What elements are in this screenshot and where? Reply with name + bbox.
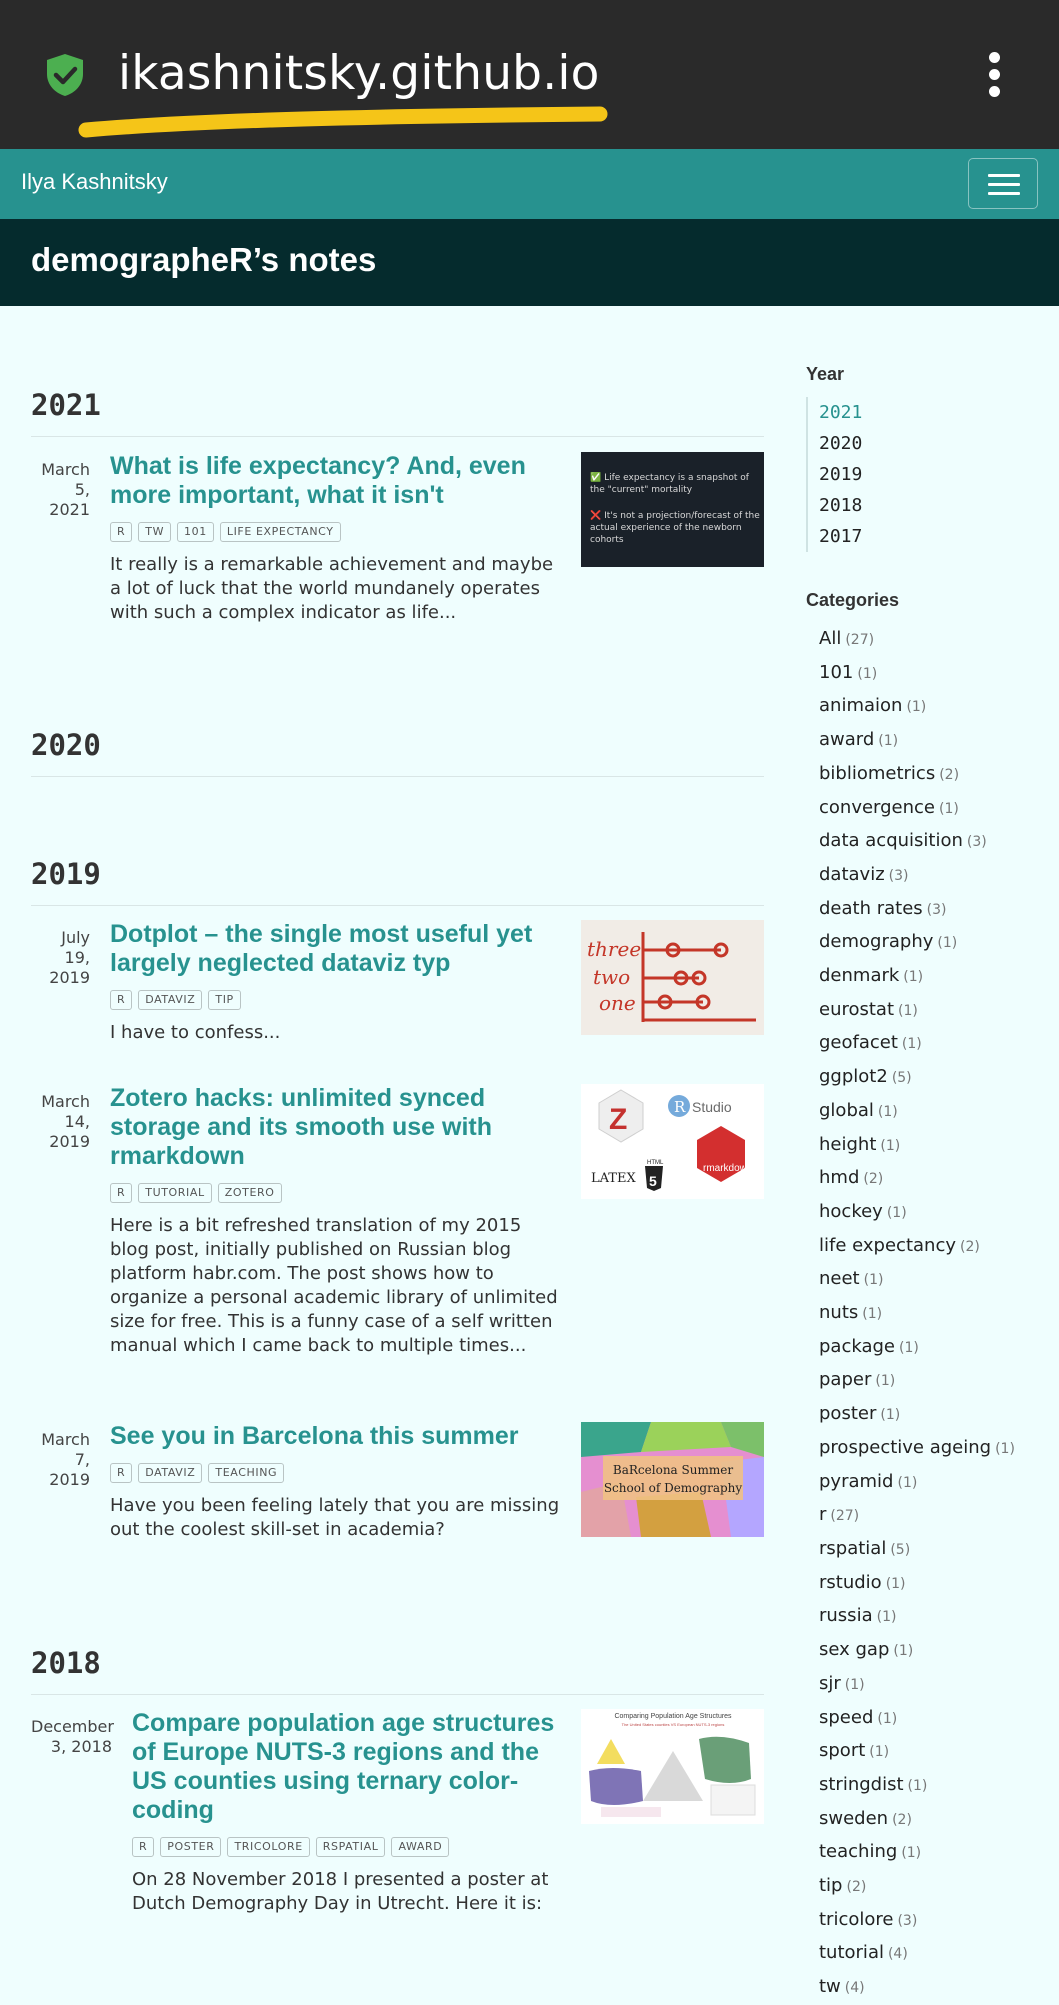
category-name: poster (819, 1403, 877, 1425)
category-count: (1) (857, 665, 878, 682)
category-name: death rates (819, 897, 923, 919)
year-filter-item[interactable]: 2021 (819, 402, 863, 423)
year-heading-2020: 2020 (31, 728, 764, 777)
categories-title: Categories (806, 590, 900, 610)
kebab-menu-icon[interactable] (986, 52, 1002, 98)
post-date: March 5, 2021 (41, 460, 90, 519)
post-tag[interactable]: DATAVIZ (138, 1463, 202, 1483)
post-tag[interactable]: ZOTERO (218, 1183, 282, 1203)
category-count: (1) (880, 1407, 901, 1424)
category-count: (1) (877, 1710, 898, 1727)
category-item[interactable] (819, 1937, 1056, 1971)
category-item[interactable] (819, 1364, 1056, 1398)
category-name: russia (819, 1605, 873, 1627)
category-name: package (819, 1335, 895, 1357)
post-tag[interactable]: TEACHING (208, 1463, 284, 1483)
category-name: eurostat (819, 998, 895, 1020)
year-heading-2021: 2021 (31, 388, 764, 437)
category-count: (1) (939, 800, 959, 817)
post-tag[interactable]: AWARD (391, 1837, 449, 1857)
svg-text:LATEX: LATEX (591, 1171, 636, 1186)
shield-check-icon (44, 52, 86, 98)
category-name: hockey (819, 1200, 883, 1222)
category-name: paper (819, 1369, 872, 1391)
year-filter-title: Year (806, 364, 845, 384)
category-item[interactable] (819, 623, 1056, 657)
category-item[interactable] (819, 1263, 1056, 1297)
category-item[interactable] (819, 1230, 1056, 1264)
category-item[interactable] (819, 758, 1056, 792)
category-count: (1) (886, 1204, 907, 1221)
post-title[interactable]: Dotplot – the single most useful yet largely neglected dataviz typ (110, 920, 533, 977)
category-item[interactable] (819, 960, 1056, 994)
category-count: (1) (901, 1845, 922, 1862)
category-item[interactable] (819, 724, 1056, 758)
dotplot-sketch (581, 920, 764, 1035)
post-tag[interactable]: R (110, 990, 132, 1010)
svg-text:Studio: Studio (692, 1099, 732, 1115)
category-count: (5) (890, 1541, 911, 1558)
category-count: (3) (966, 834, 987, 851)
site-navbar (0, 149, 1059, 219)
post-thumbnail[interactable] (581, 452, 764, 567)
post-tag[interactable]: LIFE EXPECTANCY (220, 522, 341, 542)
category-name: denmark (819, 965, 900, 987)
category-item[interactable] (819, 1095, 1056, 1129)
category-count: (1) (880, 1137, 901, 1154)
category-count: (1) (899, 1339, 919, 1356)
svg-text:three: three (587, 937, 642, 961)
category-item[interactable] (819, 1129, 1056, 1163)
svg-text:Z: Z (609, 1103, 628, 1136)
category-name: ggplot2 (819, 1066, 888, 1088)
category-count: (27) (845, 632, 875, 648)
category-count: (1) (907, 1777, 928, 1794)
category-name: life expectancy (819, 1234, 956, 1256)
category-count: (1) (885, 1575, 906, 1592)
category-item[interactable] (819, 1870, 1056, 1904)
category-name: neet (819, 1268, 860, 1290)
category-item[interactable] (819, 1331, 1056, 1365)
category-item[interactable] (819, 994, 1056, 1028)
category-count: (1) (893, 1643, 914, 1660)
post-title[interactable]: Compare population age structures of Europe NUTS-3 regions and the US counties using ternary color-coding (132, 1709, 555, 1824)
post-tag[interactable]: TIP (208, 990, 240, 1010)
category-name: 101 (819, 661, 854, 683)
category-count: (1) (937, 935, 958, 952)
category-item[interactable] (819, 1904, 1056, 1938)
category-name: sweden (819, 1807, 889, 1829)
post-date: March 7, 2019 (41, 1430, 90, 1489)
category-count: (2) (939, 766, 960, 783)
post-thumbnail[interactable] (581, 1422, 764, 1537)
category-name: global (819, 1099, 874, 1121)
post-date: March 14, 2019 (41, 1092, 90, 1151)
year-filter-item[interactable]: 2019 (819, 464, 863, 485)
category-count: (27) (830, 1508, 860, 1525)
category-count: (1) (906, 699, 927, 716)
svg-text:two: two (593, 965, 631, 989)
year-filter-item[interactable]: 2020 (819, 433, 863, 454)
category-name: bibliometrics (819, 762, 936, 784)
category-item[interactable] (819, 893, 1056, 927)
year-heading-2018: 2018 (31, 1646, 764, 1695)
category-count: (1) (862, 1306, 883, 1323)
category-name: tutorial (819, 1942, 884, 1964)
svg-text:BaRcelona Summer: BaRcelona Summer (612, 1463, 734, 1477)
category-count: (1) (875, 1373, 896, 1390)
category-count: (1) (897, 1474, 918, 1491)
category-name: nuts (819, 1302, 859, 1324)
post-tag[interactable]: TRICOLORE (227, 1837, 309, 1857)
year-filter-list (806, 397, 1056, 552)
category-count: (1) (869, 1744, 890, 1761)
category-count: (2) (846, 1879, 867, 1896)
category-name: sport (819, 1740, 866, 1762)
post-date: July 19, 2019 (49, 928, 90, 987)
sidebar (806, 306, 1056, 2005)
svg-text:rmarkdown: rmarkdown (703, 1163, 753, 1174)
category-item[interactable] (819, 690, 1056, 724)
category-name: prospective ageing (819, 1436, 992, 1458)
post-tag[interactable]: R (132, 1837, 154, 1857)
category-count: (4) (844, 1980, 865, 1997)
category-name: tricolore (819, 1908, 894, 1930)
category-list (806, 623, 1056, 2005)
category-item[interactable] (819, 1196, 1056, 1230)
post-date: December 3, 2018 (31, 1717, 114, 1756)
thumb-text: ❌ It's not a projection/forecast of the actual experience of the newborn cohorts (590, 511, 760, 545)
logos-collage (581, 1084, 764, 1199)
category-item[interactable] (819, 1533, 1056, 1567)
category-name: teaching (819, 1841, 898, 1863)
post-tag[interactable]: TW (138, 522, 171, 542)
category-item[interactable] (819, 1769, 1056, 1803)
category-name: rstudio (819, 1571, 882, 1593)
category-item[interactable] (819, 1600, 1056, 1634)
category-item[interactable] (819, 1398, 1056, 1432)
svg-text:5: 5 (649, 1173, 657, 1189)
category-name: All (819, 628, 842, 649)
post-excerpt: Have you been feeling lately that you are missing out the coolest skill-set in academia? (110, 1495, 560, 1540)
category-name: geofacet (819, 1032, 898, 1054)
post-tag[interactable]: R (110, 1463, 132, 1483)
url-text[interactable]: ikashnitsky.github.io (118, 46, 600, 101)
category-item[interactable] (819, 1432, 1056, 1466)
browser-address-bar (0, 0, 1059, 149)
post-tag[interactable]: RSPATIAL (316, 1837, 386, 1857)
year-filter-item[interactable]: 2017 (819, 526, 863, 547)
category-name: r (819, 1504, 827, 1526)
category-item[interactable] (819, 792, 1056, 826)
category-count: (3) (888, 867, 909, 884)
category-item[interactable] (819, 657, 1056, 691)
category-name: demography (819, 931, 934, 953)
category-count: (5) (891, 1070, 912, 1087)
year-filter-item[interactable]: 2018 (819, 495, 863, 516)
category-name: pyramid (819, 1470, 894, 1492)
category-count: (1) (844, 1676, 865, 1693)
site-brand[interactable]: Ilya Kashnitsky (21, 169, 168, 194)
poster-preview (581, 1709, 764, 1824)
category-count: (1) (898, 1002, 918, 1019)
category-item[interactable] (819, 1971, 1056, 2005)
svg-text:The United States counties V: The United States counties VS European NUTS-3 regions (621, 1722, 725, 1727)
category-count: (3) (897, 1912, 918, 1929)
post-thumbnail[interactable] (581, 1084, 764, 1199)
category-item[interactable] (819, 1499, 1056, 1533)
svg-text:R: R (674, 1098, 686, 1116)
category-item[interactable] (819, 1702, 1056, 1736)
category-count: (1) (863, 1272, 884, 1289)
highlight-underline (80, 106, 608, 142)
title-banner (0, 219, 1059, 306)
category-item[interactable] (819, 825, 1056, 859)
post-thumbnail[interactable] (581, 920, 764, 1035)
barcelona-map (581, 1422, 764, 1537)
svg-text:Comparing Population Age Struc: Comparing Population Age Structures (614, 1713, 732, 1720)
category-name: hmd (819, 1167, 860, 1189)
post-excerpt: Here is a bit refreshed translation of my 2015 blog post, initially published on Russian blog platform habr.com. The post shows how to organize a personal academic library of unlimited size for free. This is a funny case of a self written manual which I came back to multiple times... (110, 1215, 558, 1356)
category-item[interactable] (819, 1668, 1056, 1702)
category-name: award (819, 729, 875, 751)
category-name: convergence (819, 796, 936, 818)
post-excerpt: I have to confess... (110, 1022, 281, 1043)
category-item[interactable] (819, 1634, 1056, 1668)
category-item[interactable] (819, 1803, 1056, 1837)
category-item[interactable] (819, 1297, 1056, 1331)
svg-text:School of Demography: School of Demography (603, 1481, 743, 1495)
category-name: tip (819, 1875, 843, 1897)
svg-text:HTML: HTML (647, 1160, 664, 1166)
post-excerpt: On 28 November 2018 I presented a poster at Dutch Demography Day in Utrecht. Here it is: (132, 1869, 549, 1914)
category-count: (1) (877, 1103, 898, 1120)
category-name: stringdist (819, 1773, 904, 1795)
category-name: dataviz (819, 863, 885, 885)
year-heading-2019: 2019 (31, 857, 764, 906)
category-name: tw (819, 1976, 841, 1998)
category-name: animaion (819, 695, 903, 717)
post-tag[interactable]: POSTER (160, 1837, 221, 1857)
post-title[interactable]: Zotero hacks: unlimited synced storage and its smooth use with rmarkdown (110, 1084, 492, 1170)
category-item[interactable] (819, 1027, 1056, 1061)
category-item[interactable] (819, 1162, 1056, 1196)
svg-text:one: one (599, 991, 636, 1015)
category-count: (2) (960, 1238, 980, 1255)
post-title[interactable]: See you in Barcelona this summer (110, 1422, 519, 1450)
category-item[interactable] (819, 1061, 1056, 1095)
category-name: sjr (819, 1672, 841, 1694)
category-item[interactable] (819, 926, 1056, 960)
category-count: (2) (863, 1171, 884, 1188)
category-count: (1) (876, 1609, 897, 1626)
category-count: (2) (892, 1811, 912, 1828)
post-tag[interactable]: R (110, 1183, 132, 1203)
category-name: height (819, 1133, 877, 1155)
post-tag[interactable]: R (110, 522, 132, 542)
category-count: (3) (926, 901, 947, 918)
post-excerpt: It really is a remarkable achievement and maybe a lot of luck that the world mundanely operates with such a complex indicator as life... (110, 554, 554, 623)
category-count: (1) (995, 1440, 1015, 1457)
page-title: demographeR’s notes (31, 241, 377, 278)
category-name: data acquisition (819, 830, 963, 852)
category-count: (1) (903, 969, 924, 986)
hamburger-menu-icon[interactable] (968, 158, 1038, 209)
category-count: (4) (887, 1946, 908, 1963)
category-item[interactable] (819, 859, 1056, 893)
post-title[interactable]: What is life expectancy? And, even more important, what it isn't (110, 452, 526, 509)
post-tag[interactable]: TUTORIAL (138, 1183, 212, 1203)
category-name: sex gap (819, 1639, 890, 1661)
category-item[interactable] (819, 1567, 1056, 1601)
post-tag[interactable]: DATAVIZ (138, 990, 202, 1010)
thumb-text: ✅ Life expectancy is a snapshot of the "current" mortality (590, 473, 749, 495)
category-count: (1) (878, 733, 899, 750)
post-tag[interactable]: 101 (177, 522, 214, 542)
category-item[interactable] (819, 1466, 1056, 1500)
post-thumbnail[interactable] (581, 1709, 764, 1824)
category-item[interactable] (819, 1735, 1056, 1769)
category-item[interactable] (819, 1836, 1056, 1870)
category-count: (1) (901, 1036, 922, 1053)
category-name: rspatial (819, 1537, 887, 1559)
category-name: speed (819, 1706, 874, 1728)
